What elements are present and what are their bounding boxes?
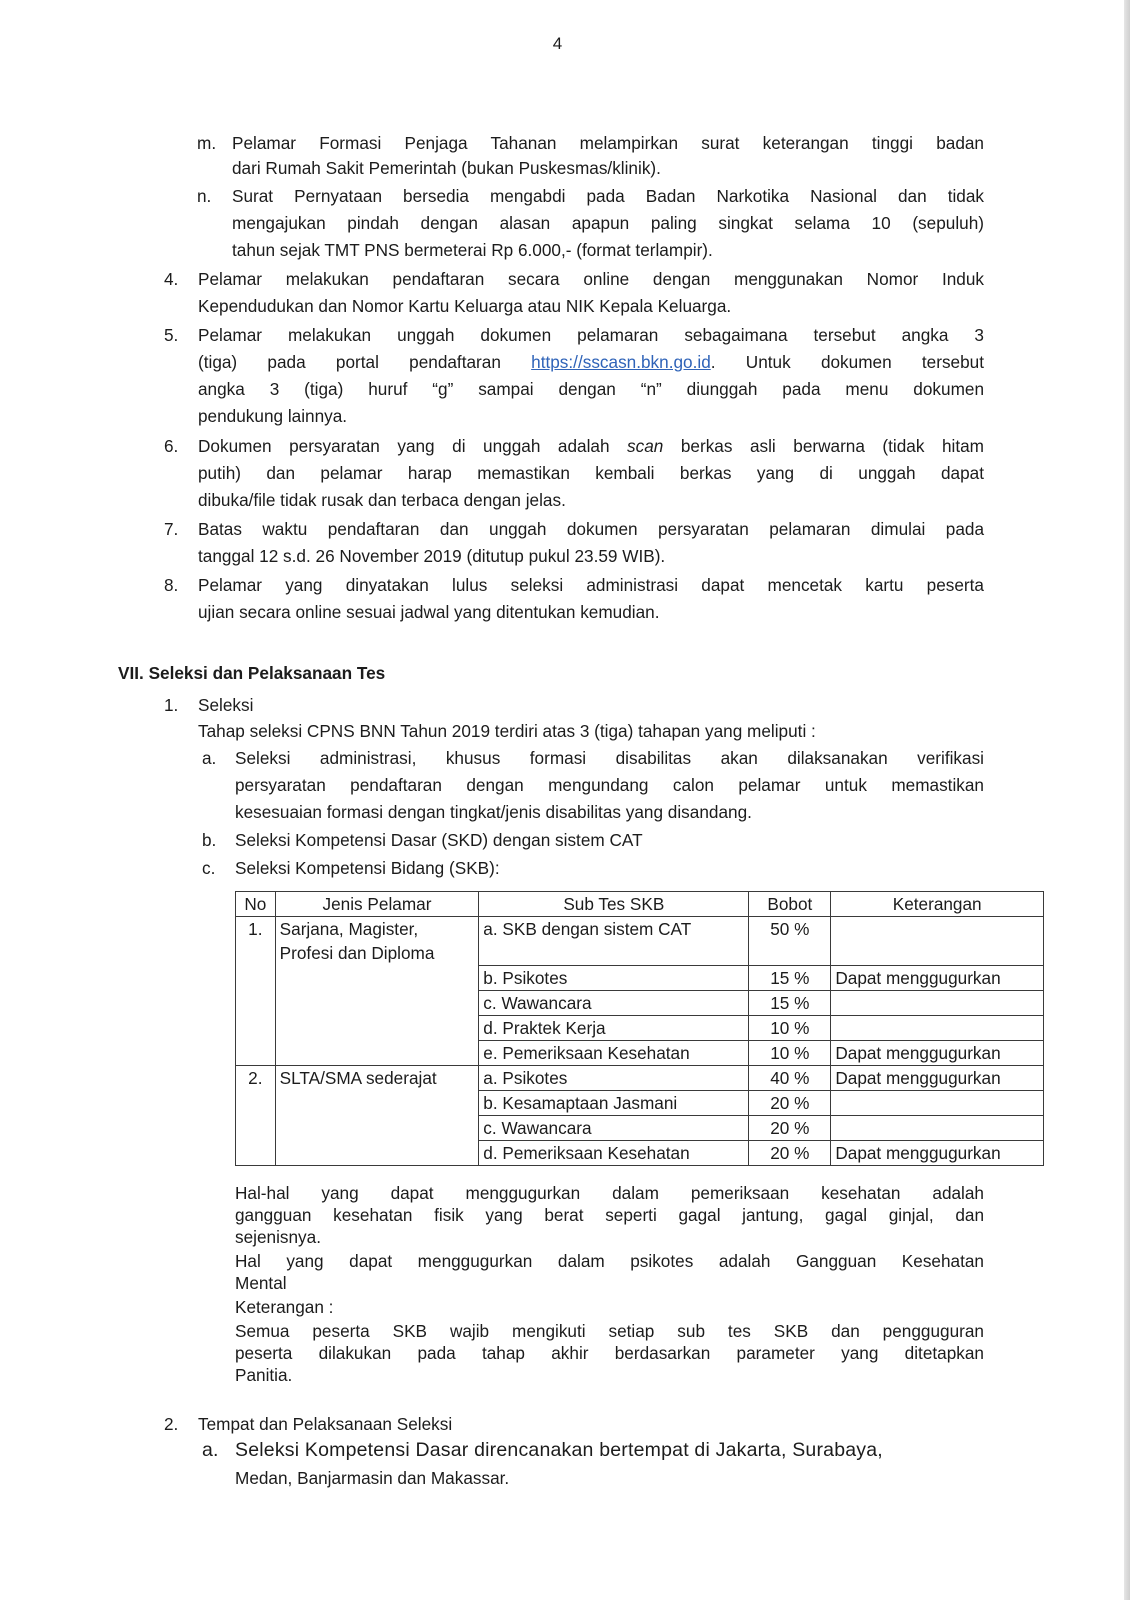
- item-5-line-3: angka 3 (tiga) huruf “g” sampai dengan “n” diunggah pada menu dokumen: [198, 379, 984, 399]
- seleksi-b-text: Seleksi Kompetensi Dasar (SKD) dengan sistem CAT: [235, 830, 643, 850]
- section-heading: [118, 661, 385, 685]
- cell-ket: Dapat menggugurkan: [831, 966, 1044, 991]
- cell-sub: b. Psikotes: [479, 966, 749, 991]
- seleksi-a-line-3: kesesuaian formasi dengan tingkat/jenis disabilitas yang disandang.: [235, 802, 752, 822]
- item-4-line-1: Pelamar melakukan pendaftaran secara online dengan menggunakan Nomor Induk: [198, 269, 984, 289]
- cell-sub: c. Wawancara: [479, 1116, 749, 1141]
- list-marker-6: 6.: [164, 436, 179, 456]
- tempat-a-line-1: Seleksi Kompetensi Dasar direncanakan bertempat di Jakarta, Surabaya,: [235, 1439, 883, 1461]
- item-5-text-post: . Untuk dokumen tersebut: [710, 352, 985, 372]
- cell-bobot: 50 %: [749, 917, 831, 966]
- tempat-a-line-2: Medan, Banjarmasin dan Makassar.: [235, 1468, 510, 1488]
- cell-sub: d. Praktek Kerja: [479, 1016, 749, 1041]
- table-row: [236, 1066, 1044, 1091]
- note-1-line-2: gangguan kesehatan fisik yang berat seperti gagal jantung, gagal ginjal, dan: [235, 1205, 984, 1225]
- header-no: No: [236, 892, 276, 917]
- item-5-line-4: pendukung lainnya.: [198, 406, 348, 426]
- cell-no: 1.: [236, 917, 276, 1066]
- list-marker-8: 8.: [164, 575, 179, 595]
- cell-ket: Dapat menggugurkan: [831, 1066, 1044, 1091]
- item-7-line-2: tanggal 12 s.d. 26 November 2019 (ditutup pukul 23.59 WIB).: [198, 546, 666, 566]
- header-bobot: Bobot: [749, 892, 831, 917]
- cell-bobot: 15 %: [749, 966, 831, 991]
- note-1-line-1: Hal-hal yang dapat menggugurkan dalam pemeriksaan kesehatan adalah: [235, 1183, 984, 1203]
- note-2-line-2: Mental: [235, 1273, 287, 1293]
- sscasn-portal-link[interactable]: https://sscasn.bkn.go.id: [531, 352, 711, 372]
- cell-bobot: 40 %: [749, 1066, 831, 1091]
- seleksi-intro: Tahap seleksi CPNS BNN Tahun 2019 terdiri atas 3 (tiga) tahapan yang meliputi :: [198, 721, 816, 741]
- cell-ket: [831, 991, 1044, 1016]
- item-6-line-1: [198, 434, 984, 458]
- cell-ket: [831, 1091, 1044, 1116]
- item-n-line-3: tahun sejak TMT PNS bermeterai Rp 6.000,- (format terlampir).: [232, 240, 713, 260]
- note-3-line-3: Panitia.: [235, 1365, 293, 1385]
- keterangan-label: Keterangan :: [235, 1297, 334, 1317]
- note-3-line-2: peserta dilakukan pada tahap akhir berdasarkan parameter yang ditetapkan: [235, 1343, 984, 1363]
- item-n-line-1: Surat Pernyataan bersedia mengabdi pada Badan Narkotika Nasional dan tidak: [232, 186, 984, 206]
- cell-bobot: 15 %: [749, 991, 831, 1016]
- cell-no: 2.: [236, 1066, 276, 1166]
- list-marker-c: c.: [202, 858, 216, 878]
- section-title: Seleksi dan Pelaksanaan Tes: [148, 663, 386, 683]
- item-m-line-2: dari Rumah Sakit Pemerintah (bukan Puskesmas/klinik).: [232, 158, 661, 178]
- note-3-line-1: Semua peserta SKB wajib mengikuti setiap sub tes SKB dan pengguguran: [235, 1321, 984, 1341]
- list-marker-m: m.: [197, 133, 217, 153]
- table-header-row: [236, 892, 1044, 917]
- item-n-line-2: mengajukan pindah dengan alasan apapun paling singkat selama 10 (sepuluh): [232, 213, 984, 233]
- cell-ket: [831, 917, 1044, 966]
- list-marker-2: 2.: [164, 1414, 179, 1434]
- cell-bobot: 20 %: [749, 1116, 831, 1141]
- item-6-italic-scan: scan: [627, 436, 664, 456]
- header-keterangan: Keterangan: [831, 892, 1044, 917]
- cell-jenis-line-2: Profesi dan Diploma: [279, 943, 435, 963]
- cell-sub: b. Kesamaptaan Jasmani: [479, 1091, 749, 1116]
- item-5-line-2: [198, 350, 984, 374]
- cell-sub: e. Pemeriksaan Kesehatan: [479, 1041, 749, 1066]
- cell-bobot: 10 %: [749, 1016, 831, 1041]
- header-sub-tes: Sub Tes SKB: [479, 892, 749, 917]
- cell-bobot: 20 %: [749, 1141, 831, 1166]
- cell-sub: c. Wawancara: [479, 991, 749, 1016]
- skb-table: [235, 891, 1044, 1166]
- page-edge-shadow: [1124, 0, 1130, 1600]
- list-marker-7: 7.: [164, 519, 179, 539]
- cell-bobot: 10 %: [749, 1041, 831, 1066]
- list-marker-1: 1.: [164, 695, 179, 715]
- list-marker-n: n.: [197, 186, 212, 206]
- item-7-line-1: Batas waktu pendaftaran dan unggah dokumen persyaratan pelamaran dimulai pada: [198, 519, 984, 539]
- list-marker-tempat-a: a.: [202, 1439, 219, 1461]
- item-6-text-pre: Dokumen persyaratan yang di unggah adalah: [198, 436, 628, 456]
- note-1-line-3: sejenisnya.: [235, 1227, 321, 1247]
- cell-bobot: 20 %: [749, 1091, 831, 1116]
- item-4-line-2: Kependudukan dan Nomor Kartu Keluarga atau NIK Kepala Keluarga.: [198, 296, 732, 316]
- cell-ket: [831, 1116, 1044, 1141]
- tempat-title: Tempat dan Pelaksanaan Seleksi: [198, 1414, 453, 1434]
- seleksi-c-text: Seleksi Kompetensi Bidang (SKB):: [235, 858, 500, 878]
- cell-sub: a. SKB dengan sistem CAT: [479, 917, 749, 966]
- cell-ket: Dapat menggugurkan: [831, 1141, 1044, 1166]
- item-6-text-post: berkas asli berwarna (tidak hitam: [663, 436, 985, 456]
- item-8-line-2: ujian secara online sesuai jadwal yang ditentukan kemudian.: [198, 602, 660, 622]
- cell-jenis-line-1: Sarjana, Magister,: [279, 919, 419, 939]
- item-6-line-2: putih) dan pelamar harap memastikan kembali berkas yang di unggah dapat: [198, 463, 984, 483]
- cell-jenis: SLTA/SMA sederajat: [275, 1066, 479, 1166]
- seleksi-title: Seleksi: [198, 695, 254, 715]
- cell-sub: a. Psikotes: [479, 1066, 749, 1091]
- cell-ket: Dapat menggugurkan: [831, 1041, 1044, 1066]
- seleksi-a-line-2: persyaratan pendaftaran dengan mengundang calon pelamar untuk memastikan: [235, 775, 984, 795]
- item-m-line-1: Pelamar Formasi Penjaga Tahanan melampirkan surat keterangan tinggi badan: [232, 133, 984, 153]
- seleksi-a-line-1: Seleksi administrasi, khusus formasi disabilitas akan dilaksanakan verifikasi: [235, 748, 984, 768]
- cell-sub: d. Pemeriksaan Kesehatan: [479, 1141, 749, 1166]
- header-jenis-pelamar: Jenis Pelamar: [275, 892, 479, 917]
- item-6-line-3: dibuka/file tidak rusak dan terbaca dengan jelas.: [198, 490, 566, 510]
- list-marker-4: 4.: [164, 269, 179, 289]
- list-marker-a: a.: [202, 748, 217, 768]
- page-number: 4: [552, 34, 563, 53]
- item-5-line-1: Pelamar melakukan unggah dokumen pelamaran sebagaimana tersebut angka 3: [198, 325, 984, 345]
- section-number: VII.: [118, 663, 144, 683]
- cell-jenis: [275, 917, 479, 1066]
- cell-ket: [831, 1016, 1044, 1041]
- list-marker-5: 5.: [164, 325, 179, 345]
- item-5-text-pre: (tiga) pada portal pendaftaran: [198, 352, 532, 372]
- list-marker-b: b.: [202, 830, 217, 850]
- table-row: [236, 917, 1044, 966]
- note-2-line-1: Hal yang dapat menggugurkan dalam psikotes adalah Gangguan Kesehatan: [235, 1251, 984, 1271]
- item-8-line-1: Pelamar yang dinyatakan lulus seleksi administrasi dapat mencetak kartu peserta: [198, 575, 984, 595]
